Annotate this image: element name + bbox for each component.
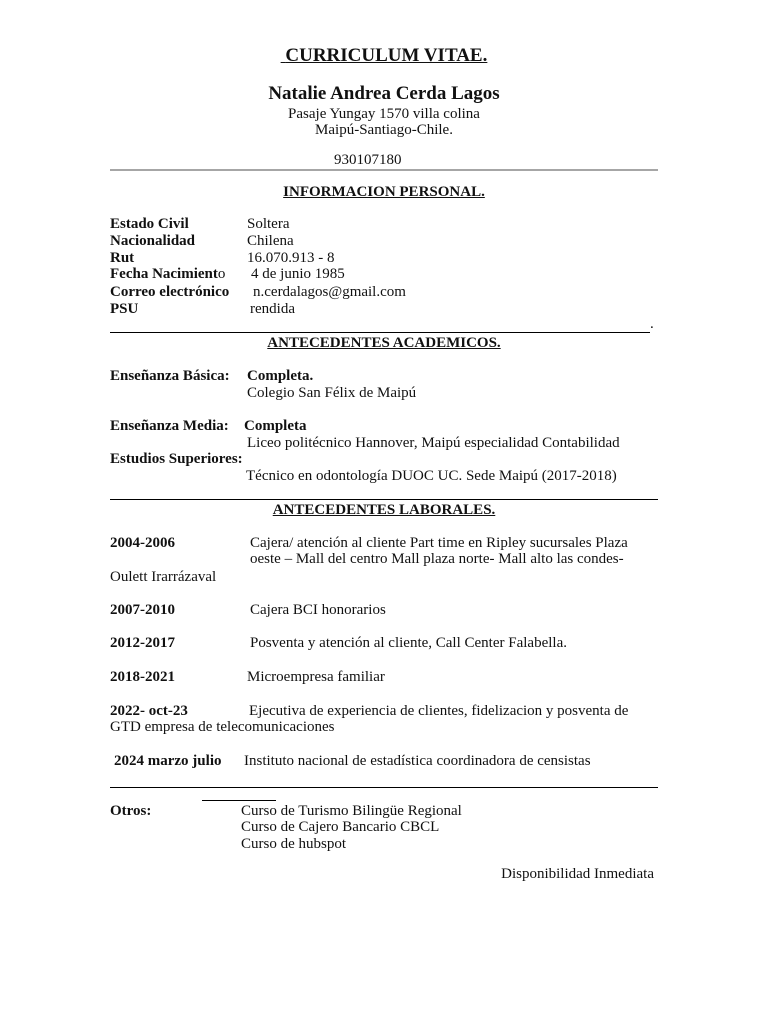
course-item: Curso de Turismo Bilingüe Regional: [241, 803, 462, 819]
job-description-cont: GTD empresa de telecomunicaciones: [110, 719, 335, 735]
job-period: 2012-2017: [110, 635, 175, 651]
phone-number: 930107180: [334, 152, 402, 168]
value-fecha-nacimiento: 4 de junio 1985: [251, 266, 345, 282]
job-period: 2004-2006: [110, 535, 175, 551]
label-psu: PSU: [110, 301, 139, 317]
job-period: 2022- oct-23: [110, 703, 188, 719]
value-psu: rendida: [250, 301, 295, 317]
label-correo: Correo electrónico: [110, 284, 230, 300]
section-heading-academic: ANTECEDENTES ACADEMICOS.: [267, 335, 501, 351]
job-description: Cajera BCI honorarios: [250, 602, 386, 618]
divider: [110, 499, 658, 500]
value-estado-civil: Soltera: [247, 216, 290, 232]
school-basica: Colegio San Félix de Maipú: [247, 385, 417, 401]
label-fecha-nacimiento: Fecha Nacimiento: [110, 266, 226, 282]
divider: [110, 169, 658, 171]
job-period: 2024 marzo julio: [114, 753, 222, 769]
job-period: 2007-2010: [110, 602, 175, 618]
value-correo: n.cerdalagos@gmail.com: [253, 284, 406, 300]
job-description: Cajera/ atención al cliente Part time en Ripley sucursales Plaza: [250, 535, 628, 551]
document-title: CURRICULUM VITAE.: [285, 45, 488, 66]
label-otros: Otros:: [110, 803, 152, 819]
candidate-name: Natalie Andrea Cerda Lagos: [268, 83, 500, 104]
label-superiores: Estudios Superiores:: [110, 451, 243, 467]
label-rut: Rut: [110, 250, 135, 266]
trailing-dot: .: [650, 316, 654, 332]
school-media: Liceo politécnico Hannover, Maipú especialidad Contabilidad: [247, 435, 620, 451]
job-description-cont: Oulett Irarrázaval: [110, 569, 217, 585]
divider: [110, 332, 650, 333]
section-heading-work: ANTECEDENTES LABORALES.: [272, 502, 496, 518]
status-basica: Completa.: [247, 368, 314, 384]
detail-superiores: Técnico en odontología DUOC UC. Sede Maipú (2017-2018): [246, 468, 617, 484]
address-line-1: Pasaje Yungay 1570 villa colina: [288, 106, 480, 122]
course-item: Curso de Cajero Bancario CBCL: [241, 819, 440, 835]
value-rut: 16.070.913 - 8: [247, 250, 335, 266]
label-media: Enseñanza Media:: [110, 418, 229, 434]
label-nacionalidad: Nacionalidad: [110, 233, 196, 249]
short-divider: [202, 800, 276, 801]
course-item: Curso de hubspot: [241, 836, 346, 852]
job-description: Ejecutiva de experiencia de clientes, fidelizacion y posventa de: [249, 703, 629, 719]
job-description: Microempresa familiar: [247, 669, 385, 685]
status-media: Completa: [244, 418, 307, 434]
job-description: Instituto nacional de estadística coordinadora de censistas: [244, 753, 591, 769]
section-heading-personal: INFORMACION PERSONAL.: [283, 184, 485, 200]
label-basica: Enseñanza Básica:: [110, 368, 230, 384]
availability-note: Disponibilidad Inmediata: [501, 866, 654, 882]
job-description-cont: oeste – Mall del centro Mall plaza norte- Mall alto las condes-: [250, 551, 624, 567]
job-description: Posventa y atención al cliente, Call Center Falabella.: [250, 635, 567, 651]
job-period: 2018-2021: [110, 669, 175, 685]
value-nacionalidad: Chilena: [247, 233, 294, 249]
address-line-2: Maipú-Santiago-Chile.: [315, 122, 453, 138]
label-estado-civil: Estado Civil: [110, 216, 189, 232]
divider: [110, 787, 658, 788]
